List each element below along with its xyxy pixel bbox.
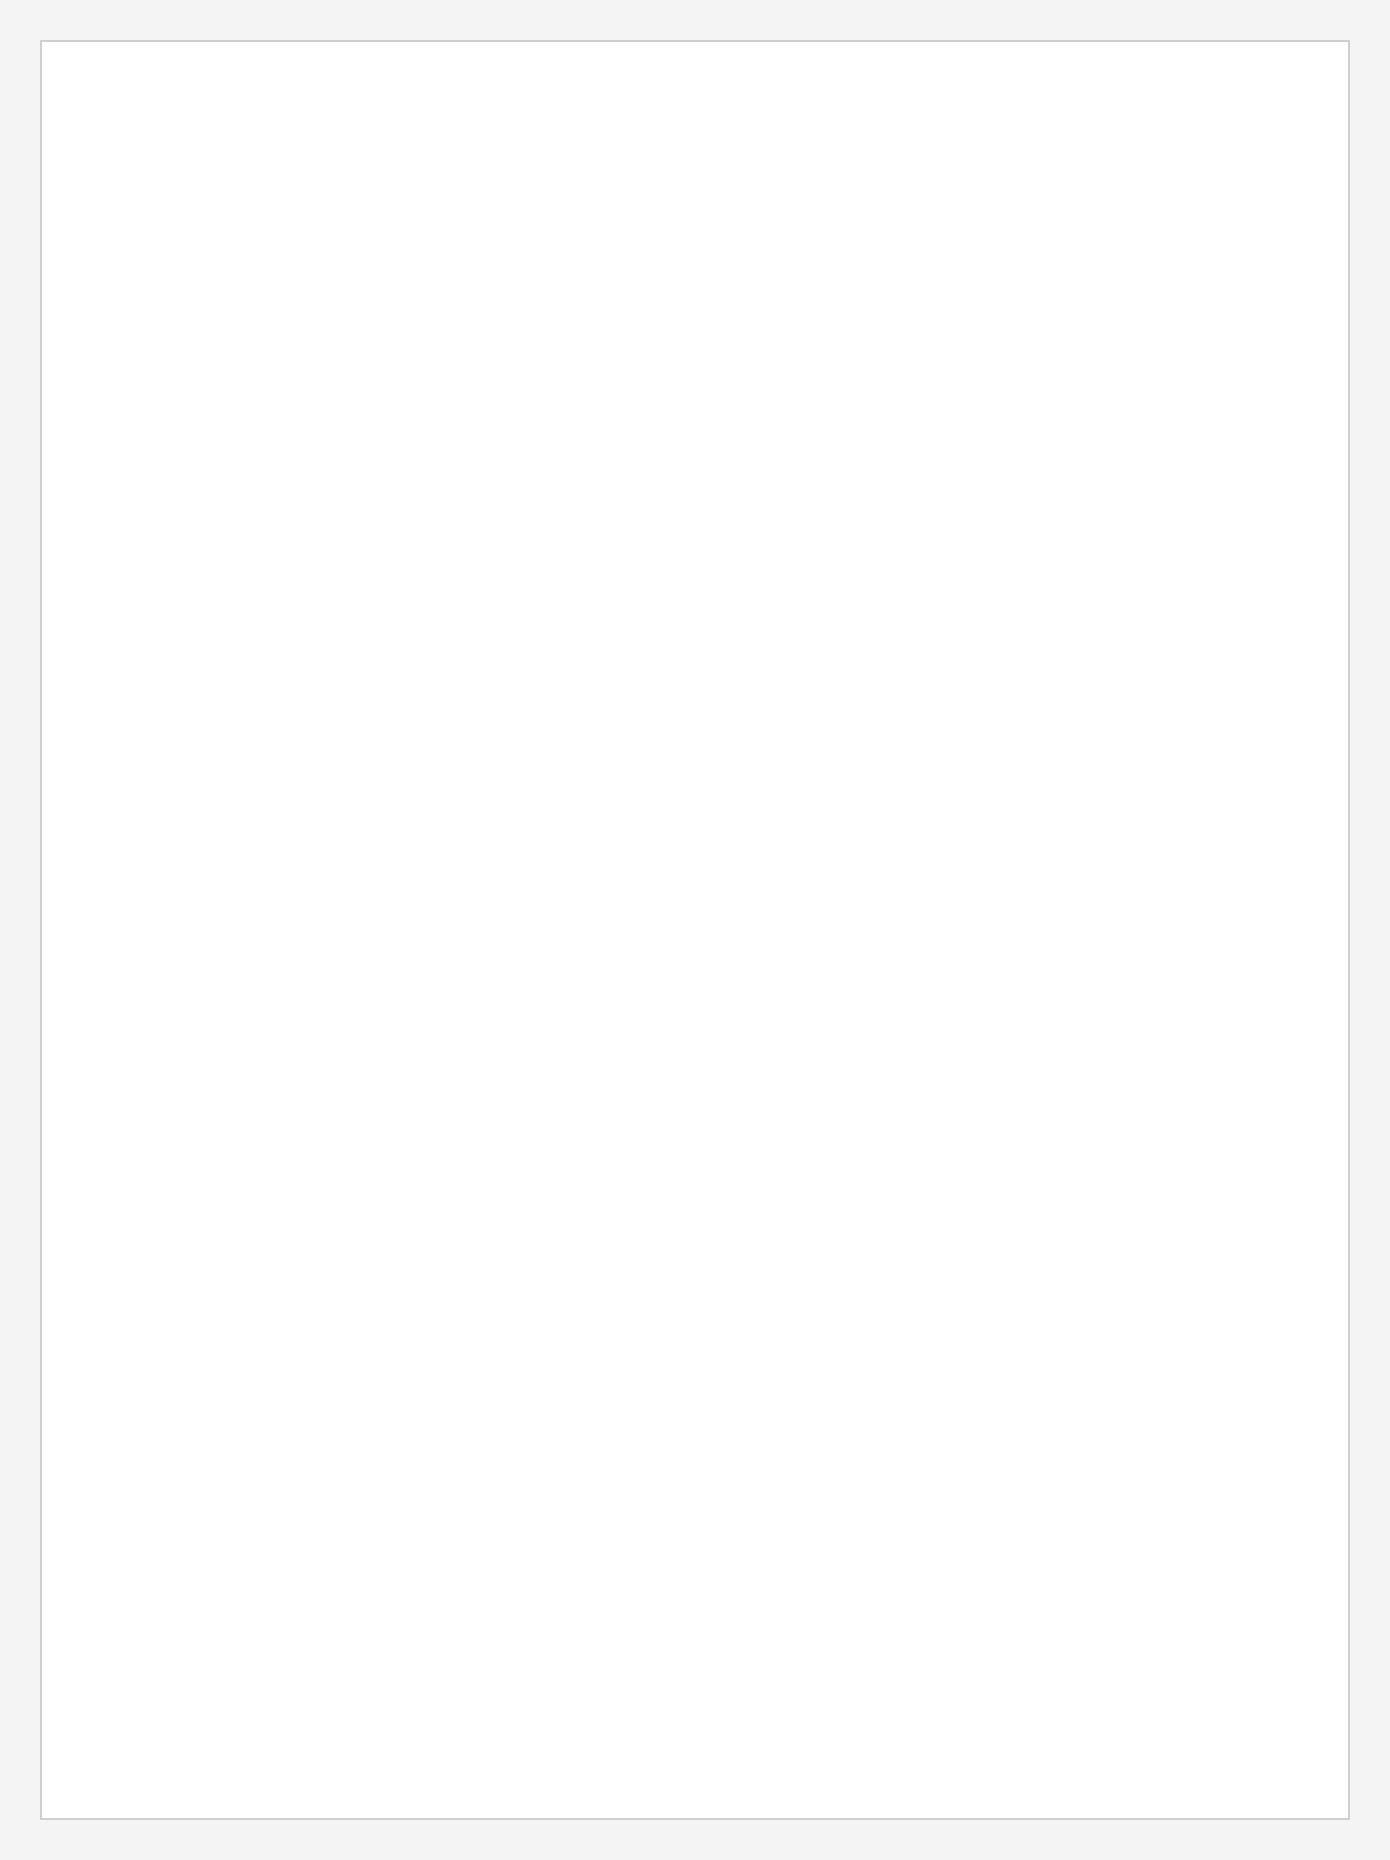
placeholder-area <box>42 42 1348 1818</box>
page-frame <box>40 40 1350 1820</box>
